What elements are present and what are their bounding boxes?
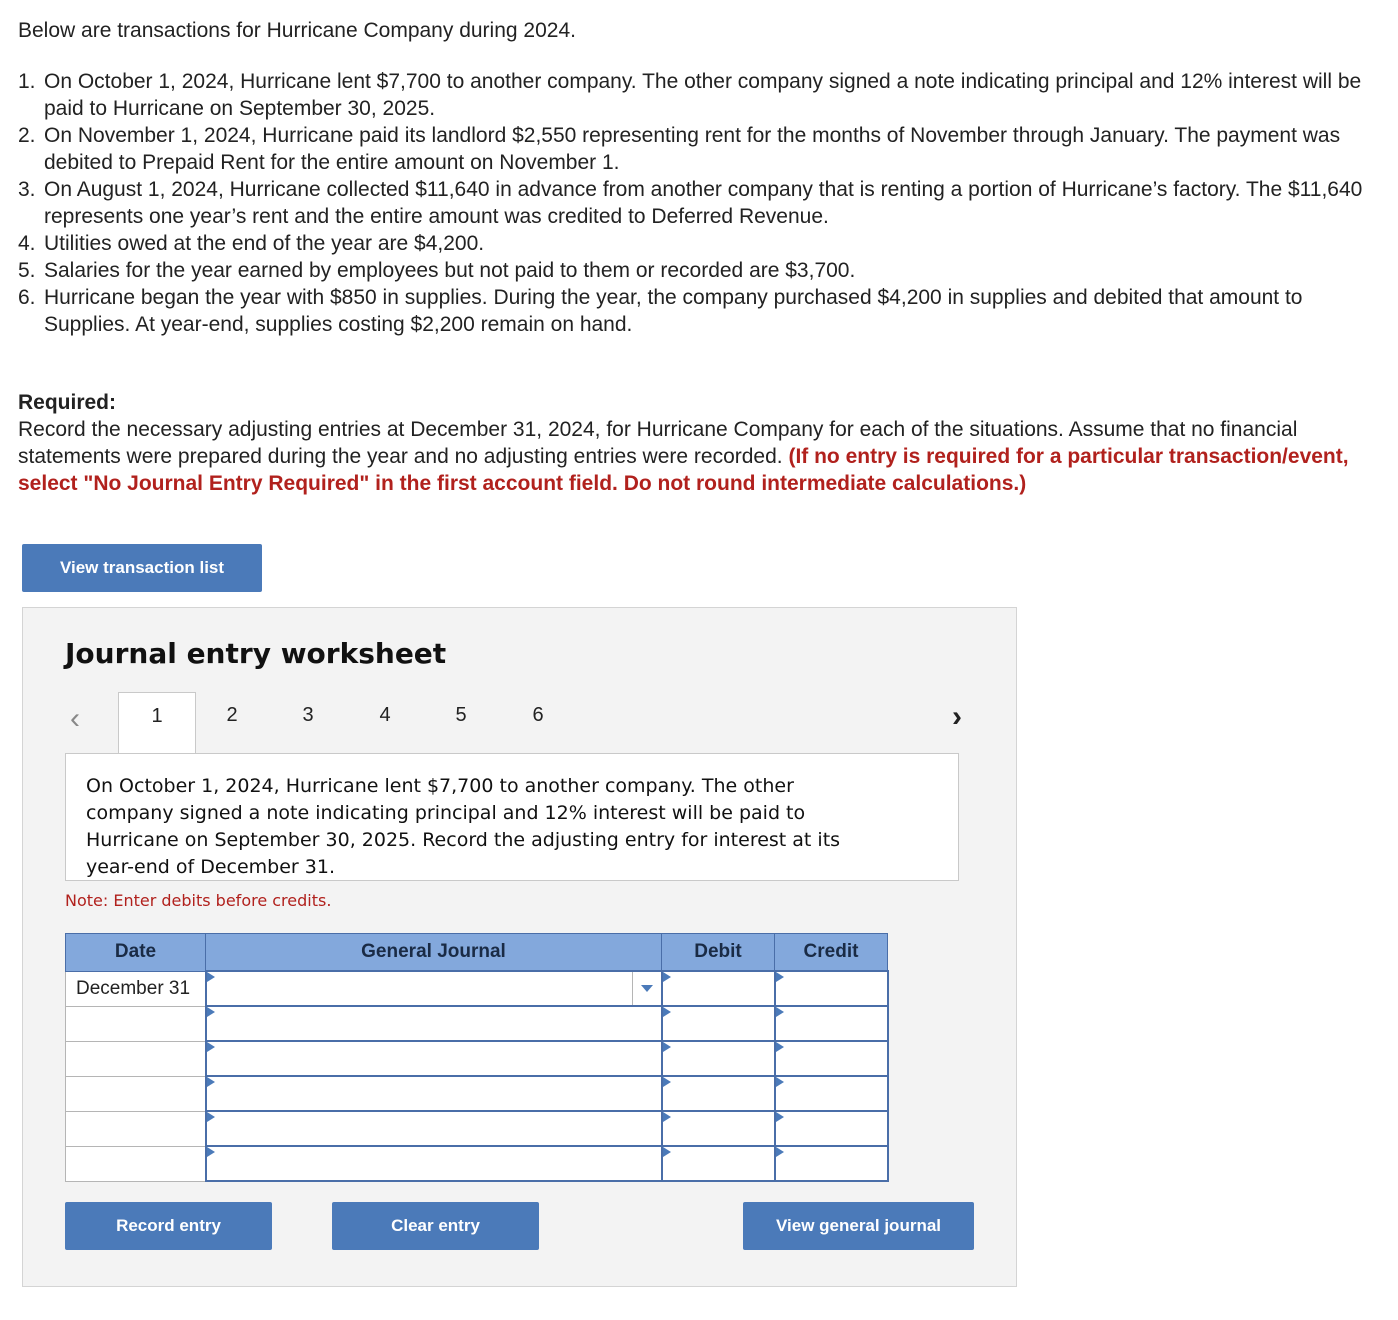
dropdown-arrow-icon: [641, 985, 653, 992]
input-marker-icon: [663, 1077, 671, 1087]
transaction-number: 2.: [18, 124, 36, 147]
input-marker-icon: [776, 1147, 784, 1157]
debit-input[interactable]: [662, 971, 775, 1006]
table-row: [66, 1076, 888, 1111]
clear-entry-button[interactable]: Clear entry: [332, 1202, 539, 1250]
transaction-text: Hurricane began the year with $850 in supplies. During the year, the company purchased $4,200 in supplies and debited that amount to Supplies. At year-end, supplies costing $2,200 remain on hand.: [44, 286, 1303, 336]
credit-input[interactable]: [775, 1111, 888, 1146]
journal-table: [65, 933, 889, 1182]
debit-input[interactable]: [662, 1111, 775, 1146]
account-input[interactable]: [206, 1006, 662, 1041]
transaction-description-box: [65, 753, 959, 881]
input-marker-icon: [776, 1112, 784, 1122]
transaction-item: [18, 230, 1388, 257]
table-row: [66, 971, 888, 1006]
worksheet-tabs: [65, 692, 962, 754]
transaction-text: On October 1, 2024, Hurricane lent $7,700 to another company. The other company signed a note indicating principal and 12% interest will be paid to Hurricane on September 30, 2025.: [44, 70, 1362, 120]
tab-3[interactable]: 3: [302, 704, 314, 726]
input-marker-icon: [776, 1077, 784, 1087]
transaction-number: 5.: [18, 259, 36, 282]
date-cell: December 31: [66, 971, 206, 1006]
debit-input[interactable]: [662, 1146, 775, 1181]
input-marker-icon: [207, 1042, 215, 1052]
transaction-list: [18, 68, 1388, 338]
date-column-header: Date: [66, 934, 206, 972]
transaction-item: [18, 68, 1388, 122]
account-input[interactable]: [206, 1146, 662, 1181]
transaction-text: On August 1, 2024, Hurricane collected $11,640 in advance from another company that is renting a portion of Hurricane’s factory. The $11,640 represents one year’s rent and the entire amount was credited to Deferred Revenue.: [44, 178, 1363, 228]
date-cell: [66, 1006, 206, 1041]
date-cell: [66, 1146, 206, 1181]
chevron-right-icon[interactable]: ›: [952, 700, 962, 733]
account-input[interactable]: [206, 1041, 662, 1076]
date-cell: [66, 1076, 206, 1111]
credit-column-header: Credit: [775, 934, 888, 972]
debit-input[interactable]: [662, 1006, 775, 1041]
transaction-number: 6.: [18, 286, 36, 309]
transaction-text: Salaries for the year earned by employees but not paid to them or recorded are $3,700.: [44, 259, 856, 282]
chevron-left-icon[interactable]: ‹: [70, 702, 80, 735]
debit-input[interactable]: [662, 1076, 775, 1111]
input-marker-icon: [663, 1007, 671, 1017]
required-instruction: (If no entry is required for a particular transaction/event, select "No Journal Entry Required" in the first account field. Do not round intermediate calculations.): [18, 445, 1349, 495]
transaction-number: 4.: [18, 232, 36, 255]
input-marker-icon: [663, 1112, 671, 1122]
general-journal-column-header: General Journal: [206, 934, 662, 972]
transaction-number: 1.: [18, 70, 36, 93]
view-general-journal-button[interactable]: View general journal: [743, 1202, 974, 1250]
intro-text: Below are transactions for Hurricane Company during 2024.: [18, 19, 576, 42]
transaction-text: Utilities owed at the end of the year are $4,200.: [44, 232, 485, 255]
table-row: [66, 1111, 888, 1146]
input-marker-icon: [776, 1007, 784, 1017]
input-marker-icon: [207, 1147, 215, 1157]
credit-input[interactable]: [775, 1146, 888, 1181]
table-row: [66, 1146, 888, 1181]
credit-input[interactable]: [775, 1076, 888, 1111]
account-select[interactable]: [206, 971, 662, 1006]
debit-column-header: Debit: [662, 934, 775, 972]
transaction-item: [18, 122, 1388, 176]
account-input[interactable]: [206, 1076, 662, 1111]
date-cell: [66, 1041, 206, 1076]
tab-4[interactable]: 4: [379, 704, 391, 726]
tab-5[interactable]: 5: [455, 704, 467, 726]
input-marker-icon: [207, 1077, 215, 1087]
journal-entry-worksheet-panel: [22, 607, 1017, 1287]
input-marker-icon: [663, 972, 671, 982]
input-marker-icon: [663, 1042, 671, 1052]
required-heading: Required:: [18, 391, 117, 414]
input-marker-icon: [207, 1007, 215, 1017]
input-marker-icon: [207, 972, 215, 982]
account-input[interactable]: [206, 1111, 662, 1146]
input-marker-icon: [663, 1147, 671, 1157]
tab-2[interactable]: 2: [226, 704, 238, 726]
credit-input[interactable]: [775, 971, 888, 1006]
dropdown-button[interactable]: [632, 972, 661, 1005]
date-cell: [66, 1111, 206, 1146]
journal-header-row: [66, 934, 888, 972]
table-row: [66, 1041, 888, 1076]
input-marker-icon: [776, 972, 784, 982]
credit-input[interactable]: [775, 1006, 888, 1041]
tab-6[interactable]: 6: [532, 704, 544, 726]
table-row: [66, 1006, 888, 1041]
tab-1[interactable]: 1: [118, 692, 196, 754]
worksheet-title: Journal entry worksheet: [65, 637, 447, 670]
view-transaction-list-button[interactable]: View transaction list: [22, 544, 262, 592]
required-text: Record the necessary adjusting entries at December 31, 2024, for Hurricane Company for each of the situations. Assume that no financial statements were prepared during the year and no adjusting entries were recorded.: [18, 418, 1298, 468]
transaction-item: [18, 176, 1388, 230]
credit-input[interactable]: [775, 1041, 888, 1076]
transaction-text: On November 1, 2024, Hurricane paid its landlord $2,550 representing rent for the months of November through January. The payment was debited to Prepaid Rent for the entire amount on November 1.: [44, 124, 1341, 174]
transaction-item: [18, 284, 1388, 338]
input-marker-icon: [776, 1042, 784, 1052]
input-marker-icon: [207, 1112, 215, 1122]
required-section: [18, 389, 1393, 497]
transaction-description: On October 1, 2024, Hurricane lent $7,700 to another company. The other company signed a note indicating principal and 12% interest will be paid to Hurricane on September 30, 2025. Record the adjusting entry for interest at its year-end of December 31.: [86, 775, 841, 878]
entry-note: Note: Enter debits before credits.: [65, 891, 332, 910]
transaction-number: 3.: [18, 178, 36, 201]
transaction-item: [18, 257, 1388, 284]
record-entry-button[interactable]: Record entry: [65, 1202, 272, 1250]
debit-input[interactable]: [662, 1041, 775, 1076]
